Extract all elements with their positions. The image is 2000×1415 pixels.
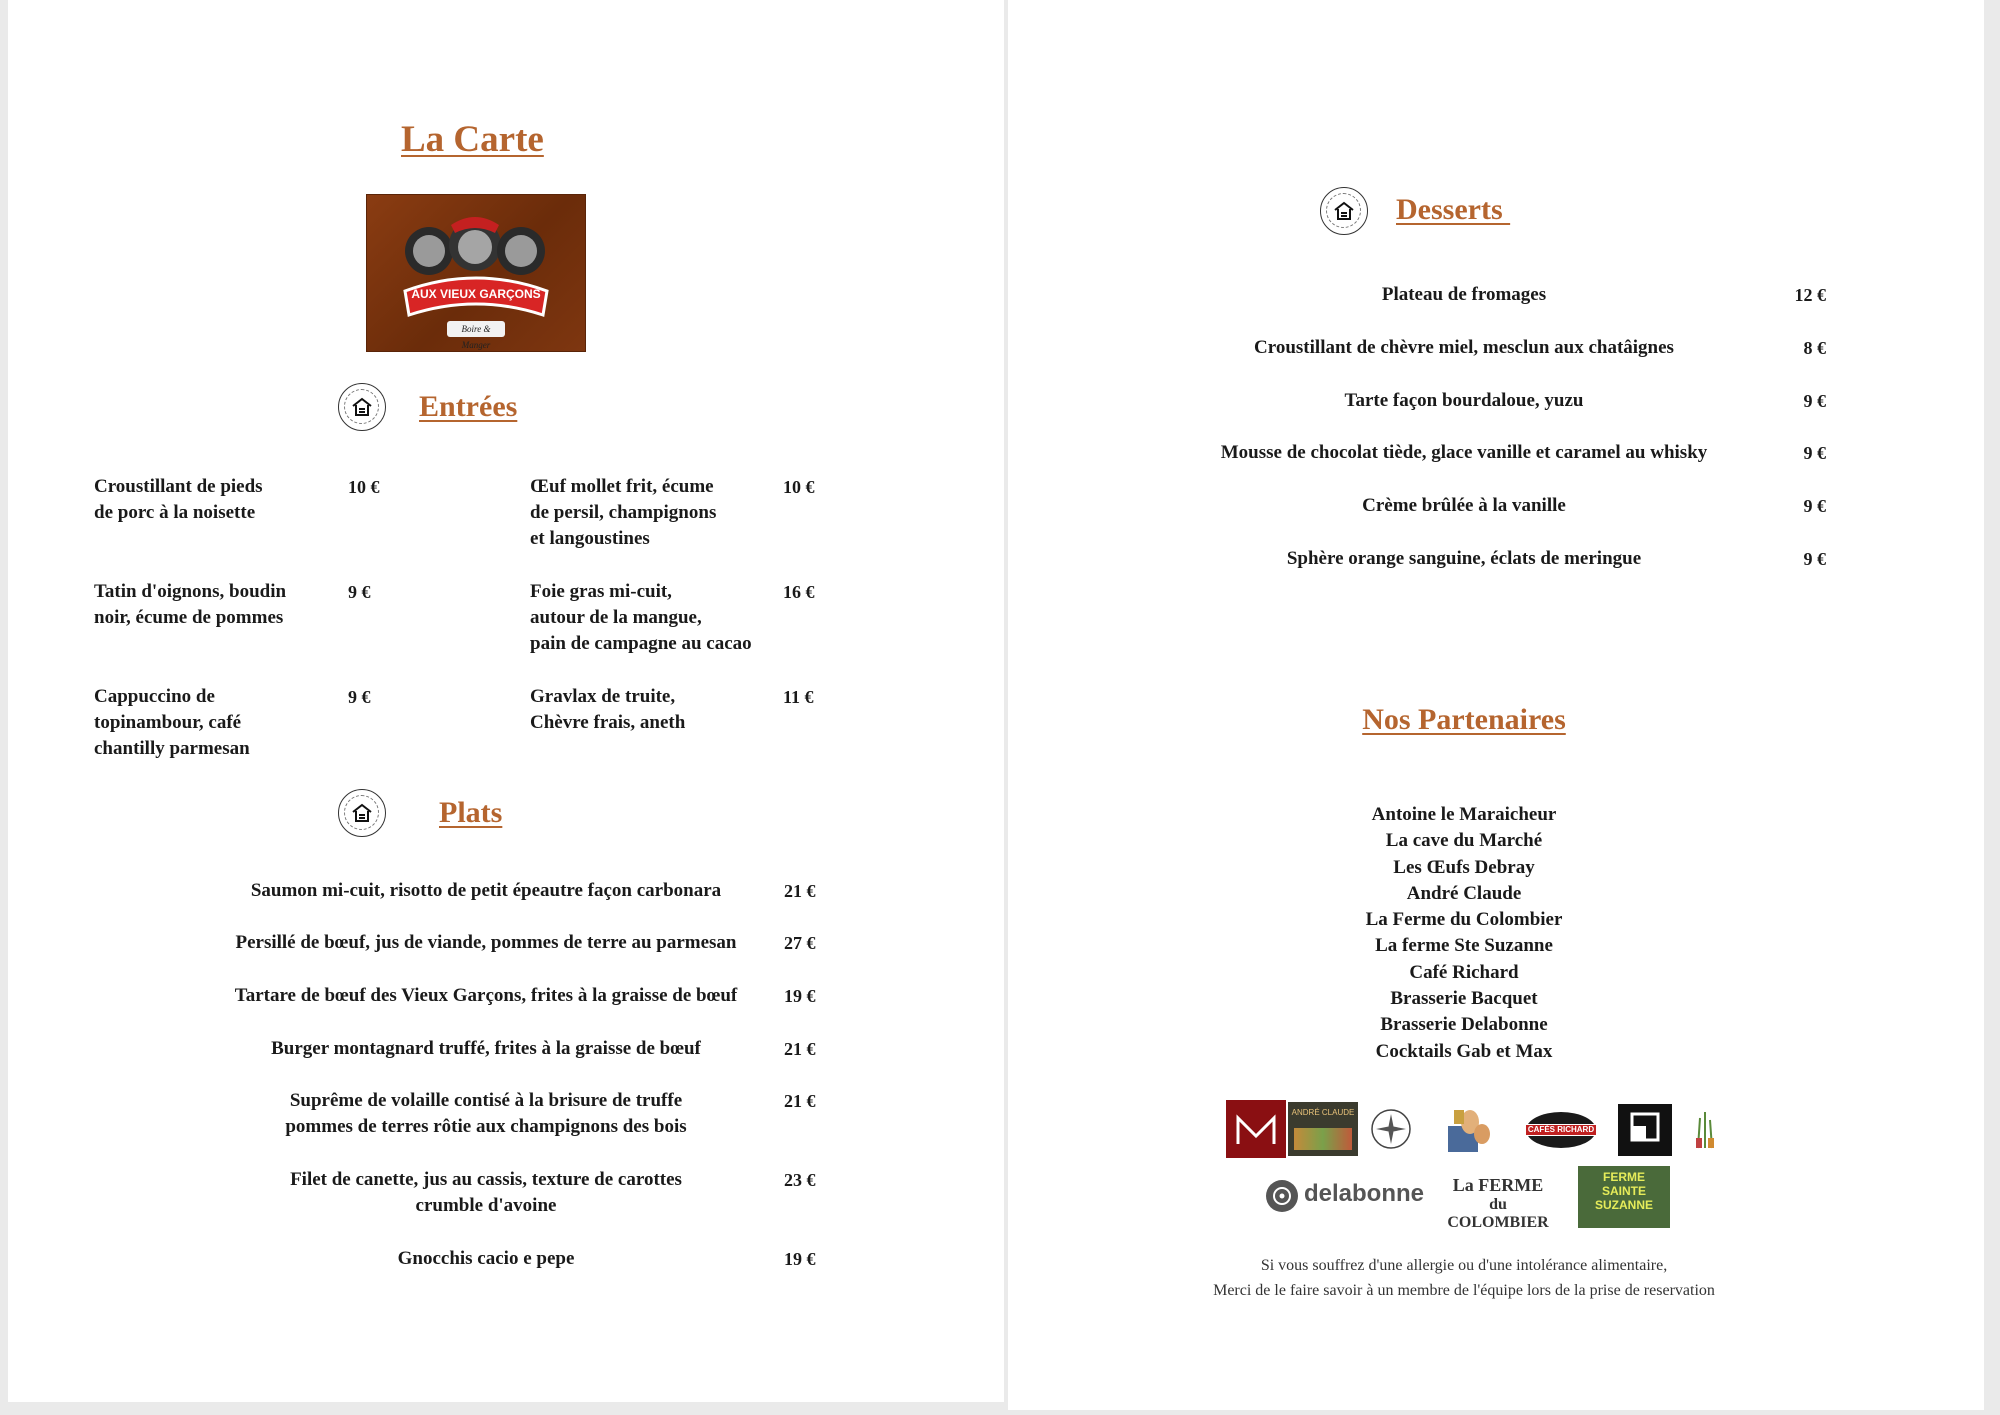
entree-item-line: Gravlax de truite, xyxy=(530,686,676,707)
partner-name: Antoine le Maraicheur xyxy=(1371,804,1557,825)
entree-item-line: pain de campagne au cacao xyxy=(530,633,752,654)
entree-item xyxy=(94,474,374,526)
dessert-price: 9 € xyxy=(1803,390,1826,411)
entree-price: 11 € xyxy=(783,687,814,707)
plat-price: 21 € xyxy=(784,1039,816,1059)
plat-item-line: Tartare de bœuf des Vieux Garçons, frites à la graisse de bœuf xyxy=(234,985,738,1006)
partner-logo-cafes-richard: CAFÉS RICHARD xyxy=(1524,1110,1598,1150)
allergy-note xyxy=(1008,1253,1920,1303)
partner-logo-ferme-colombier: La FERME du COLOMBIER xyxy=(1447,1175,1549,1231)
allergy-note-line: Merci de le faire savoir à un membre de l'équipe lors de la prise de reservation xyxy=(1213,1282,1715,1299)
dessert-item: Mousse de chocolat tiède, glace vanille et caramel au whisky xyxy=(1220,442,1708,464)
plat-item-line: Burger montagnard truffé, frites à la graisse de bœuf xyxy=(271,1038,701,1059)
entree-item-line: Croustillant de pieds xyxy=(94,476,263,497)
desserts-title: Desserts xyxy=(1396,193,1511,226)
partner-name: La cave du Marché xyxy=(1385,830,1543,852)
vrai-fait-maison-seal-icon xyxy=(1320,187,1368,235)
partner-logo-plant-icon xyxy=(1684,1104,1726,1158)
partner-name: Brasserie Delabonne xyxy=(1380,1014,1548,1036)
entree-item xyxy=(94,579,374,631)
partner-name: Cocktails Gab et Max xyxy=(1375,1040,1553,1062)
plat-item-line: pommes de terres rôtie aux champignons des bois xyxy=(285,1116,687,1137)
plat-price: 19 € xyxy=(784,1249,816,1269)
entree-item-line: Foie gras mi-cuit, xyxy=(530,581,672,602)
plat-price: 23 € xyxy=(784,1170,816,1190)
menu-page-left xyxy=(8,0,1004,1402)
entree-item xyxy=(530,579,810,657)
entree-item-line: de persil, champignons xyxy=(530,502,717,523)
plat-price: 27 € xyxy=(784,933,816,953)
entree-item-line: noir, écume de pommes xyxy=(94,607,284,628)
plat-item xyxy=(186,1167,786,1219)
entree-item-line: topinambour, café xyxy=(94,712,242,733)
plat-item xyxy=(186,1036,786,1062)
menu-page-right xyxy=(1008,0,1984,1410)
plat-price: 21 € xyxy=(784,1091,816,1111)
entree-price: 10 € xyxy=(783,477,815,497)
plat-item-line: Suprême de volaille contisé à la brisure de truffe xyxy=(289,1090,683,1111)
entree-item-line: et langoustines xyxy=(530,528,650,549)
allergy-note-line: Si vous souffrez d'une allergie ou d'une intolérance alimentaire, xyxy=(1260,1257,1668,1274)
plat-price: 21 € xyxy=(784,881,816,901)
plat-item-line: Filet de canette, jus au cassis, texture de carottes xyxy=(290,1169,682,1190)
restaurant-logo-tagline: Boire & Manger xyxy=(461,324,491,350)
entree-price: 9 € xyxy=(348,687,371,707)
partner-logo-maraicheur xyxy=(1226,1100,1286,1158)
entree-item-line: Œuf mollet frit, écume xyxy=(530,476,714,497)
partner-logo-bacquet xyxy=(1618,1104,1672,1156)
dessert-price: 9 € xyxy=(1803,496,1826,517)
partner-logo-eggs-icon xyxy=(1440,1104,1494,1156)
partners-list xyxy=(1008,802,1920,1065)
carte-title: La Carte xyxy=(401,119,544,160)
dessert-item: Plateau de fromages xyxy=(1381,284,1547,305)
restaurant-logo-name: AUX VIEUX GARÇONS xyxy=(411,287,541,301)
dessert-price: 9 € xyxy=(1803,549,1826,569)
plat-item-line: Saumon mi-cuit, risotto de petit épeautre façon carbonara xyxy=(250,880,722,901)
plats-title: Plats xyxy=(439,796,503,829)
partner-name: Brasserie Bacquet xyxy=(1390,988,1538,1010)
partner-name: La ferme Ste Suzanne xyxy=(1375,935,1553,957)
dessert-item: Tarte façon bourdaloue, yuzu xyxy=(1344,389,1584,411)
restaurant-logo xyxy=(366,194,586,352)
plat-price: 19 € xyxy=(784,986,816,1006)
dessert-price: 12 € xyxy=(1794,285,1826,305)
partner-logo-delabonne: delabonne xyxy=(1264,1178,1424,1214)
partner-logo-andre-claude: ANDRÉ CLAUDE xyxy=(1288,1102,1358,1156)
partner-name: Les Œufs Debray xyxy=(1393,856,1535,878)
entree-item xyxy=(530,684,810,736)
plat-item xyxy=(186,983,786,1009)
entree-item-line: Chèvre frais, aneth xyxy=(530,712,686,733)
vrai-fait-maison-seal-icon xyxy=(338,789,386,837)
plat-item-line: crumble d'avoine xyxy=(415,1195,557,1216)
plat-item xyxy=(186,1088,786,1140)
entree-price: 9 € xyxy=(348,582,371,602)
entree-item-line: Tatin d'oignons, boudin xyxy=(94,581,287,602)
vrai-fait-maison-seal-icon xyxy=(338,383,386,431)
partner-name: Café Richard xyxy=(1409,961,1519,983)
entree-item xyxy=(530,474,810,552)
entree-item xyxy=(94,684,374,762)
partners-title: Nos Partenaires xyxy=(1362,703,1566,736)
dessert-item: Croustillant de chèvre miel, mesclun aux chatâignes xyxy=(1254,336,1674,358)
partner-name: La Ferme du Colombier xyxy=(1365,909,1563,931)
entrees-title: Entrées xyxy=(419,390,518,423)
plat-item xyxy=(186,878,786,904)
entree-price: 10 € xyxy=(348,477,380,497)
dessert-item: Crème brûlée à la vanille xyxy=(1362,495,1566,517)
partner-name: André Claude xyxy=(1406,882,1522,904)
dessert-price: 8 € xyxy=(1803,337,1826,358)
plat-item xyxy=(186,930,786,956)
partner-logo-compass-icon xyxy=(1370,1108,1412,1150)
entree-item-line: de porc à la noisette xyxy=(94,502,256,523)
plat-item-line: Gnocchis cacio e pepe xyxy=(397,1248,575,1269)
entree-item-line: Cappuccino de xyxy=(94,686,215,707)
entree-item-line: autour de la mangue, xyxy=(530,607,702,628)
plat-item xyxy=(186,1246,786,1272)
entree-price: 16 € xyxy=(783,582,815,602)
dessert-price: 9 € xyxy=(1803,443,1826,464)
dessert-item: Sphère orange sanguine, éclats de meringue xyxy=(1286,548,1642,569)
entree-item-line: chantilly parmesan xyxy=(94,738,250,759)
plat-item-line: Persillé de bœuf, jus de viande, pommes de terre au parmesan xyxy=(235,932,737,953)
partner-logo-ferme-suzanne: FERME SAINTE SUZANNE xyxy=(1578,1166,1670,1228)
